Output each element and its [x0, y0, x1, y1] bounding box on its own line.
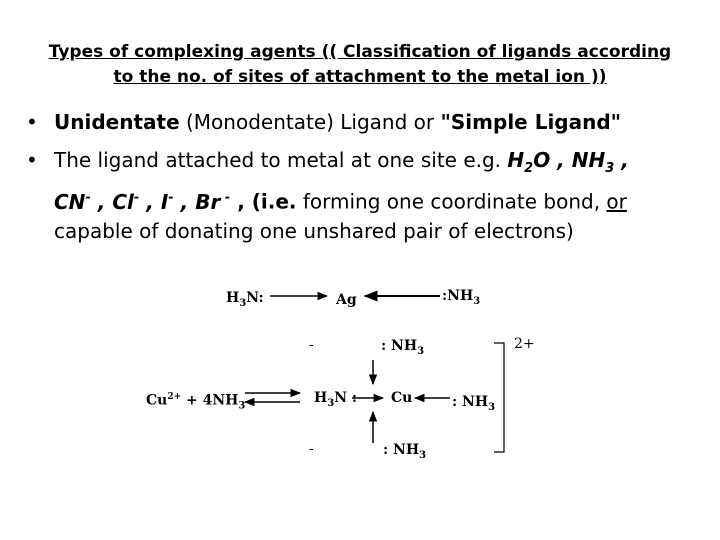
comma: ,	[614, 148, 629, 172]
superscript: -	[168, 190, 174, 205]
simple-ligand-text: "Simple Ligand"	[440, 110, 622, 134]
monodentate-text: (Monodentate) Ligand or	[179, 110, 441, 134]
nh3-ligand-mid-right: : $NH_3$	[452, 394, 496, 413]
title-line-1: Types of complexing agents (( Classification of ligands according	[48, 42, 672, 62]
cu-atom: Cu	[391, 390, 413, 406]
ag-atom: Ag	[336, 292, 357, 308]
cl-symbol: , Cl	[90, 189, 134, 214]
unshared-pair-text: capable of donating one unshared pair of electrons)	[54, 218, 574, 243]
cu-ion-reactants: $Cu^{2+} + 4NH_3$	[146, 392, 246, 412]
superscript: -	[133, 190, 140, 205]
h-symbol: H	[507, 148, 525, 172]
dash-bottom: -	[309, 441, 314, 457]
cn-symbol: CN	[54, 189, 86, 214]
ie-text: , (i.e.	[230, 189, 297, 214]
nh3-ligand-top: : $NH_3$	[381, 338, 425, 357]
definition-text: The ligand attached to metal at one site e.g.	[54, 148, 508, 172]
dash-top: -	[309, 337, 314, 353]
o-nh-symbol: O , NH	[533, 148, 606, 172]
i-symbol: , I	[139, 189, 169, 214]
complex-charge: 2+	[514, 336, 535, 352]
br-symbol: , Br	[173, 189, 221, 214]
h3n-ligand-left: $H_3N$:	[226, 290, 264, 309]
bullet-marker: •	[26, 110, 38, 134]
bullet-marker: •	[26, 148, 38, 172]
nh3-ligand-right: $:NH_3$	[442, 288, 481, 307]
superscript: -	[85, 190, 91, 205]
title-line-2: to the no. of sites of attachment to the metal ion ))	[113, 67, 607, 87]
nh3-ligand-bottom: : $NH_3$	[383, 442, 427, 461]
coordinate-bond-text: forming one coordinate bond,	[296, 189, 607, 214]
superscript: -	[220, 190, 231, 205]
or-text: or	[606, 189, 627, 214]
term-unidentate: Unidentate	[54, 110, 180, 134]
complex-bracket	[494, 343, 504, 452]
h3n-ligand-mid: $H_3N$ :	[314, 390, 358, 409]
subscript: 2	[524, 161, 534, 176]
subscript: 3	[605, 161, 615, 176]
